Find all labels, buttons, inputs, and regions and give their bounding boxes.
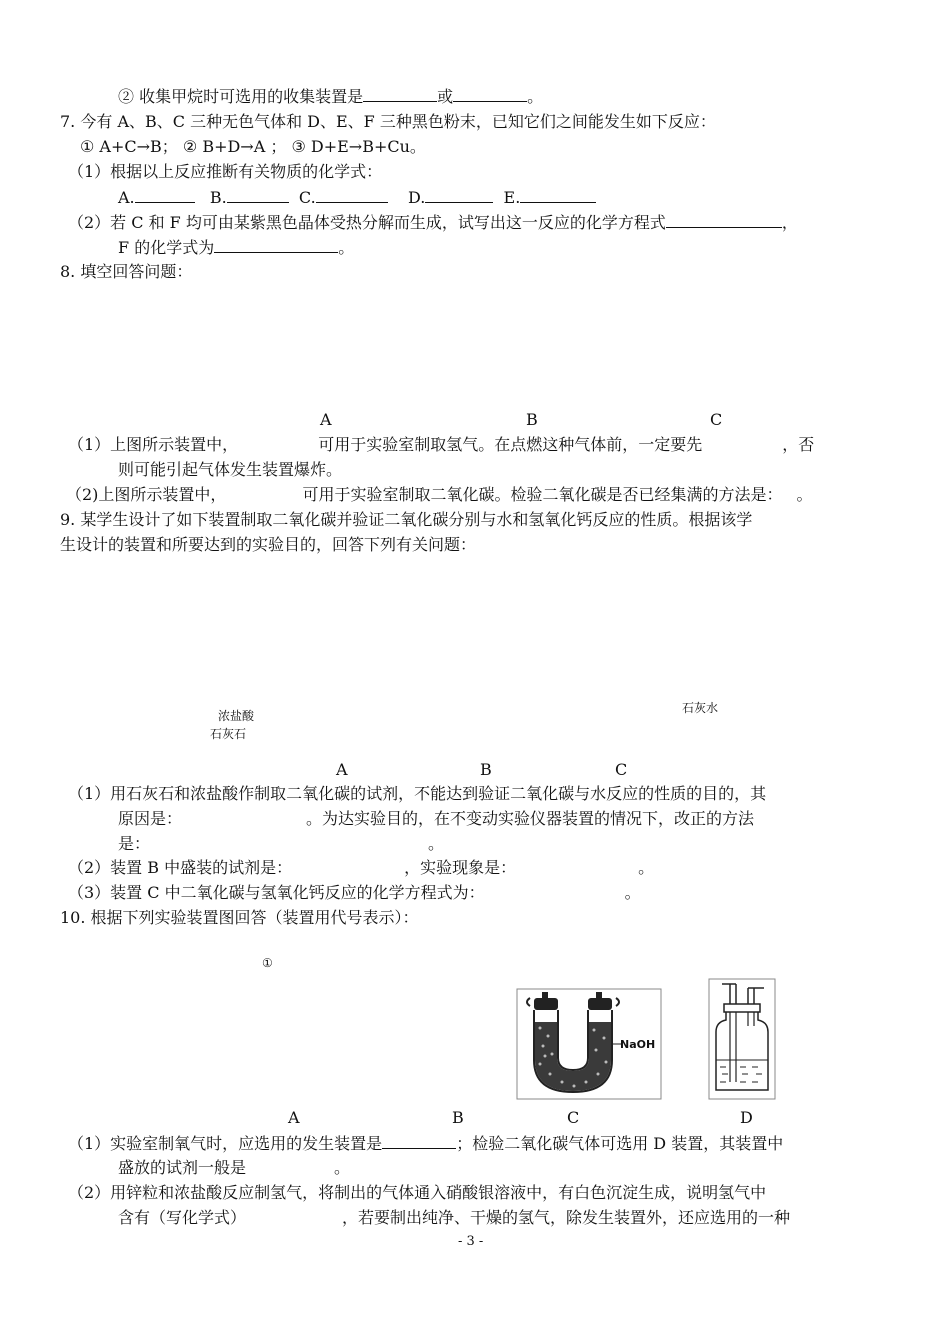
blank[interactable] (666, 212, 782, 228)
blank[interactable] (425, 187, 493, 203)
q9-stem1: 9. 某学生设计了如下装置制取二氧化碳并验证二氧化碳分别与水和氢氧化钙反应的性质。根据该学 (60, 510, 753, 529)
blank[interactable] (520, 187, 596, 203)
q10-part1b: 盛放的试剂一般是 。 (118, 1158, 351, 1177)
q8-part1b: 则可能引起气体发生装置爆炸。 (118, 460, 343, 479)
q7-part2: （2）若 C 和 F 均可由某紫黑色晶体受热分解而生成，试写出这一反应的化学方程式 ， (68, 213, 798, 232)
q10-label-a: A (288, 1108, 300, 1127)
blank[interactable] (316, 187, 388, 203)
blank[interactable] (382, 1133, 456, 1149)
q7-reactions: ① A+C→B； ② B+D→A ； ③ D+E→B+Cu。 (80, 137, 426, 156)
q8-label-c: C (710, 410, 723, 429)
q8-stem: 8. 填空回答问题： (60, 262, 193, 281)
q10-label-d: D (740, 1108, 753, 1127)
fig-label-limewater: 石灰水 (682, 701, 719, 715)
q10-part2: （2）用锌粒和浓盐酸反应制氢气，将制出的气体通入硝酸银溶液中，有白色沉淀生成，说明氢气中 (68, 1183, 767, 1202)
blank[interactable] (227, 187, 289, 203)
q9-part1: （1）用石灰石和浓盐酸作制取二氧化碳的试剂，不能达到验证二氧化碳与水反应的性质的目的，其 (68, 784, 767, 803)
q9-part2: （2）装置 B 中盛装的试剂是： ，实验现象是： 。 (68, 858, 655, 877)
fig-label-circle1: ① (262, 956, 273, 970)
q7-blanks: A. B. C. D. E. (118, 187, 596, 208)
q10-part2b: 含有（写化学式） ，若要制出纯净、干燥的氢气，除发生装置外，还应选用的一种 (118, 1208, 791, 1227)
q9-label-b: B (480, 760, 492, 779)
q8-part1: （1）上图所示装置中， 可用于实验室制取氢气。在点燃这种气体前，一定要先 ，否 (68, 435, 815, 454)
q9-part1c: 是： 。 (118, 834, 445, 853)
q7-stem: 7. 今有 A、B、C 三种无色气体和 D、E、F 三种黑色粉末，已知它们之间能发生如下反应： (60, 112, 716, 131)
q8-label-a: A (320, 410, 332, 429)
fig-label-hcl: 浓盐酸 (218, 709, 255, 723)
blank[interactable] (363, 86, 437, 102)
q7-part1: （1）根据以上反应推断有关物质的化学式： (68, 162, 383, 181)
blank[interactable] (214, 237, 338, 253)
q10-stem: 10. 根据下列实验装置图回答（装置用代号表示）： (60, 908, 419, 927)
u-tube-figure (516, 988, 662, 1100)
q6-line: ② 收集甲烷时可选用的收集装置是 或 。 (118, 87, 544, 106)
blank[interactable] (453, 86, 527, 102)
q10-label-c: C (567, 1108, 580, 1127)
q9-part1b: 原因是： 。为达实验目的，在不变动实验仪器装置的情况下，改正的方法 (118, 809, 755, 828)
fig-label-limestone: 石灰石 (210, 727, 247, 741)
q8-part2: （2)上图所示装置中， 可用于实验室制取二氧化碳。检验二氧化碳是否已经集满的方法是： 。 (66, 485, 813, 504)
q10-label-b: B (452, 1108, 464, 1127)
q10-part1: （1）实验室制氧气时，应选用的发生装置是 ；检验二氧化碳气体可选用 D 装置，其装置中 (68, 1134, 784, 1153)
naoh-label: NaOH (620, 1038, 656, 1051)
q9-label-a: A (336, 760, 348, 779)
q9-label-c: C (615, 760, 628, 779)
blank[interactable] (135, 187, 195, 203)
wash-bottle-figure (708, 978, 776, 1100)
q7-part2b: F 的化学式为 。 (118, 238, 355, 257)
q8-label-b: B (526, 410, 538, 429)
q9-part3: （3）装置 C 中二氧化碳与氢氧化钙反应的化学方程式为： 。 (68, 883, 641, 902)
q9-stem2: 生设计的装置和所要达到的实验目的，回答下列有关问题： (60, 535, 477, 554)
page-number: - 3 - (458, 1234, 484, 1249)
